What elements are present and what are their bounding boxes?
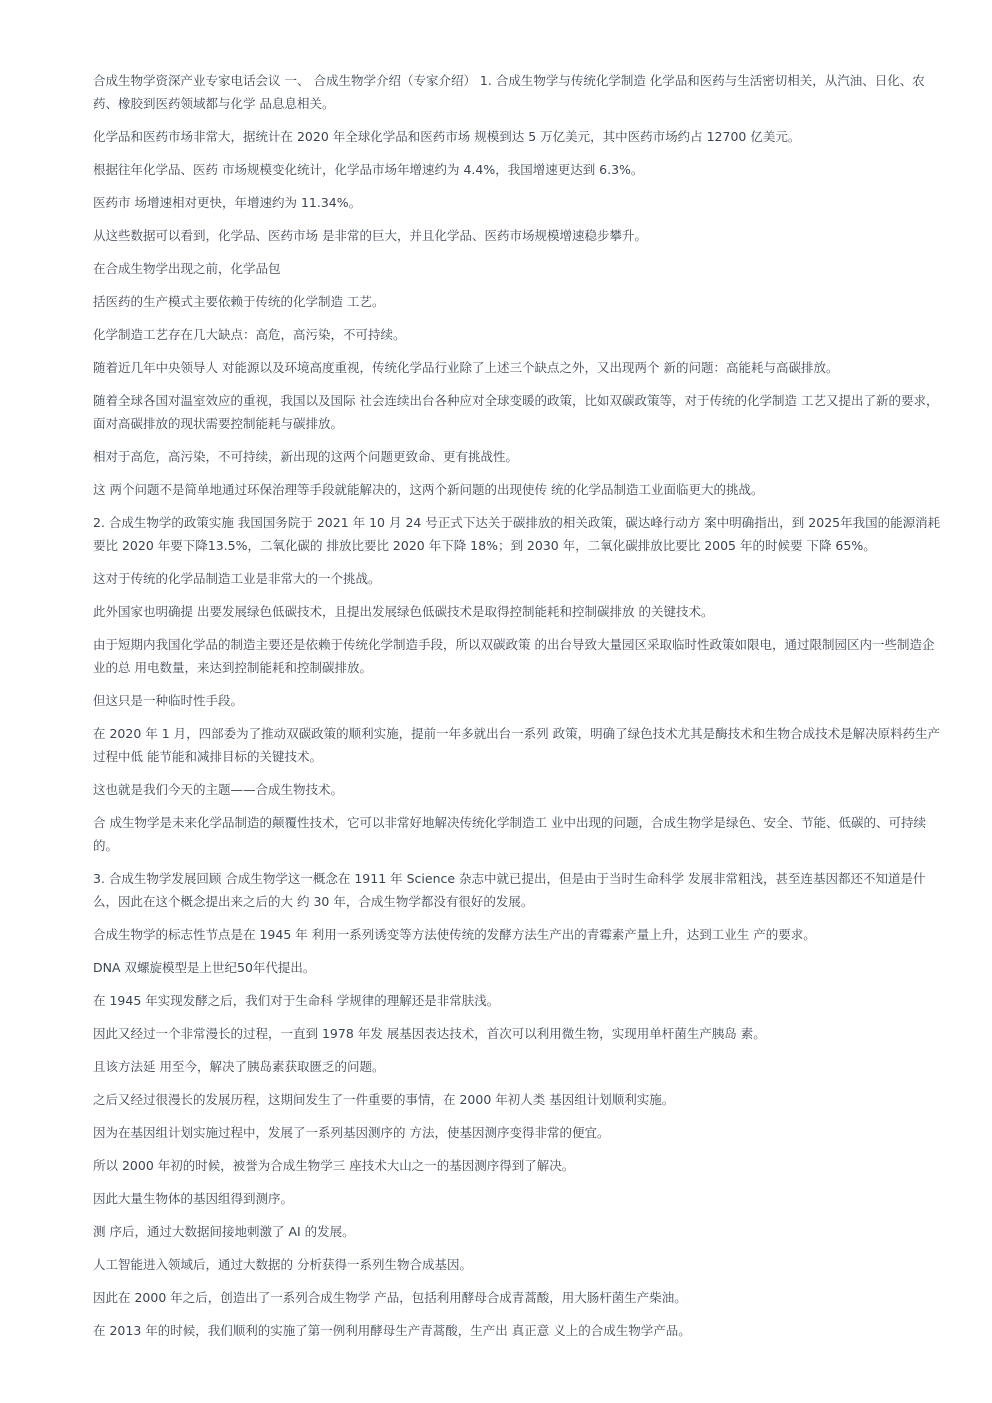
paragraph: 根据往年化学品、医药 市场规模变化统计，化学品市场年增速约为 4.4%，我国增速更达到 6.3%。: [93, 162, 644, 177]
paragraph: 这也就是我们今天的主题——合成生物技术。: [93, 782, 344, 797]
paragraph: 化学品和医药市场非常大，据统计在 2020 年全球化学品和医药市场 规模到达 5 万亿美元，其中医药市场约占 12700 亿美元。: [93, 129, 801, 144]
paragraph: 这对于传统的化学品制造工业是非常大的一个挑战。: [93, 571, 381, 586]
paragraph: 随着全球各国对温室效应的重视，我国以及国际 社会连续出台各种应对全球变暖的政策，比如双碳政策等，对于传统的化学制造 工艺又提出了新的要求，面对高碳排放的现状需要控制能耗与碳排放。: [93, 393, 939, 431]
paragraph: 化学制造工艺存在几大缺点：高危，高污染，不可持续。: [93, 327, 406, 342]
paragraph: 因此又经过一个非常漫长的过程，一直到 1978 年发 展基因表达技术，首次可以利用微生物，实现用单杆菌生产胰岛 素。: [93, 1026, 766, 1041]
paragraph: 2. 合成生物学的政策实施 我国国务院于 2021 年 10 月 24 号正式下达关于碳排放的相关政策，碳达峰行动方 案中明确指出，到 2025年我国的能源消耗要比 2020 年要下降13.5%，二氧化碳的 排放比要比 2020 年下降 18%；到 2030 年，二氧化碳排放比要比 2005 年的时候要 下降 65%。: [93, 515, 941, 553]
paragraph: 合 成生物学是未来化学品制造的颠覆性技术，它可以非常好地解决传统化学制造工 业中出现的问题，合成生物学是绿色、安全、节能、低碳的、可持续的。: [93, 815, 926, 853]
paragraph: 因此在 2000 年之后，创造出了一系列合成生物学 产品，包括利用酵母合成青蒿酸，用大肠杆菌生产柴油。: [93, 1290, 687, 1305]
paragraph: 相对于高危，高污染，不可持续，新出现的这两个问题更致命、更有挑战性。: [93, 449, 519, 464]
paragraph: 这 两个问题不是简单地通过环保治理等手段就能解决的，这两个新问题的出现使传 统的化学品制造工业面临更大的挑战。: [93, 482, 764, 497]
paragraph: 由于短期内我国化学品的制造主要还是依赖于传统化学制造手段，所以双碳政策 的出台导致大量园区采取临时性政策如限电，通过限制园区内一些制造企业的总 用电数量，来达到控制能耗和控制碳排放。: [93, 637, 935, 675]
paragraph: 人工智能进入领域后，通过大数据的 分析获得一系列生物合成基因。: [93, 1257, 472, 1272]
paragraph: 在合成生物学出现之前，化学品包: [93, 261, 281, 276]
paragraph: 3. 合成生物学发展回顾 合成生物学这一概念在 1911 年 Science 杂志中就已提出，但是由于当时生命科学 发展非常粗浅，甚至连基因都还不知道是什么，因此在这个概念提出来之后的大 约 30 年，合成生物学都没有很好的发展。: [93, 871, 926, 909]
paragraph: 合成生物学资深产业专家电话会议 一、 合成生物学介绍（专家介绍） 1. 合成生物学与传统化学制造 化学品和医药与生活密切相关，从汽油、日化、农药、橡胶到医药领域都与化学 品息息相关。: [93, 73, 925, 111]
paragraph: 医药市 场增速相对更快，年增速约为 11.34%。: [93, 195, 362, 210]
paragraph: 因为在基因组计划实施过程中，发展了一系列基因测序的 方法，使基因测序变得非常的便宜。: [93, 1125, 610, 1140]
paragraph: 在 2020 年 1 月，四部委为了推动双碳政策的顺利实施，提前一年多就出台一系列 政策，明确了绿色技术尤其是酶技术和生物合成技术是解决原料药生产过程中低 能节能和减排目标的关键技术。: [93, 726, 941, 764]
paragraph: 从这些数据可以看到，化学品、医药市场 是非常的巨大，并且化学品、医药市场规模增速稳步攀升。: [93, 228, 647, 243]
paragraph: 测 序后，通过大数据间接地刺激了 AI 的发展。: [93, 1224, 355, 1239]
paragraph: 此外国家也明确提 出要发展绿色低碳技术，且提出发展绿色低碳技术是取得控制能耗和控制碳排放 的关键技术。: [93, 604, 714, 619]
paragraph: 合成生物学的标志性节点是在 1945 年 利用一系列诱变等方法使传统的发酵方法生产出的青霉素产量上升，达到工业生 产的要求。: [93, 927, 816, 942]
paragraph: 之后又经过很漫长的发展历程，这期间发生了一件重要的事情，在 2000 年初人类 基因组计划顺利实施。: [93, 1092, 675, 1107]
paragraph: 因此大量生物体的基因组得到测序。: [93, 1191, 294, 1206]
paragraph: 且该方法延 用至今，解决了胰岛素获取匮乏的问题。: [93, 1059, 385, 1074]
paragraph: 括医药的生产模式主要依赖于传统的化学制造 工艺。: [93, 294, 385, 309]
paragraph: 但这只是一种临时性手段。: [93, 693, 244, 708]
document-body: [93, 69, 942, 1352]
paragraph: 所以 2000 年初的时候，被誉为合成生物学三 座技术大山之一的基因测序得到了解决。: [93, 1158, 575, 1173]
paragraph: DNA 双螺旋模型是上世纪50年代提出。: [93, 960, 316, 975]
paragraph: 在 1945 年实现发酵之后，我们对于生命科 学规律的理解还是非常肤浅。: [93, 993, 500, 1008]
paragraph: 在 2013 年的时候，我们顺利的实施了第一例利用酵母生产青蒿酸，生产出 真正意 义上的合成生物学产品。: [93, 1323, 691, 1338]
paragraph: 随着近几年中央领导人 对能源以及环境高度重视，传统化学品行业除了上述三个缺点之外，又出现两个 新的问题：高能耗与高碳排放。: [93, 360, 839, 375]
